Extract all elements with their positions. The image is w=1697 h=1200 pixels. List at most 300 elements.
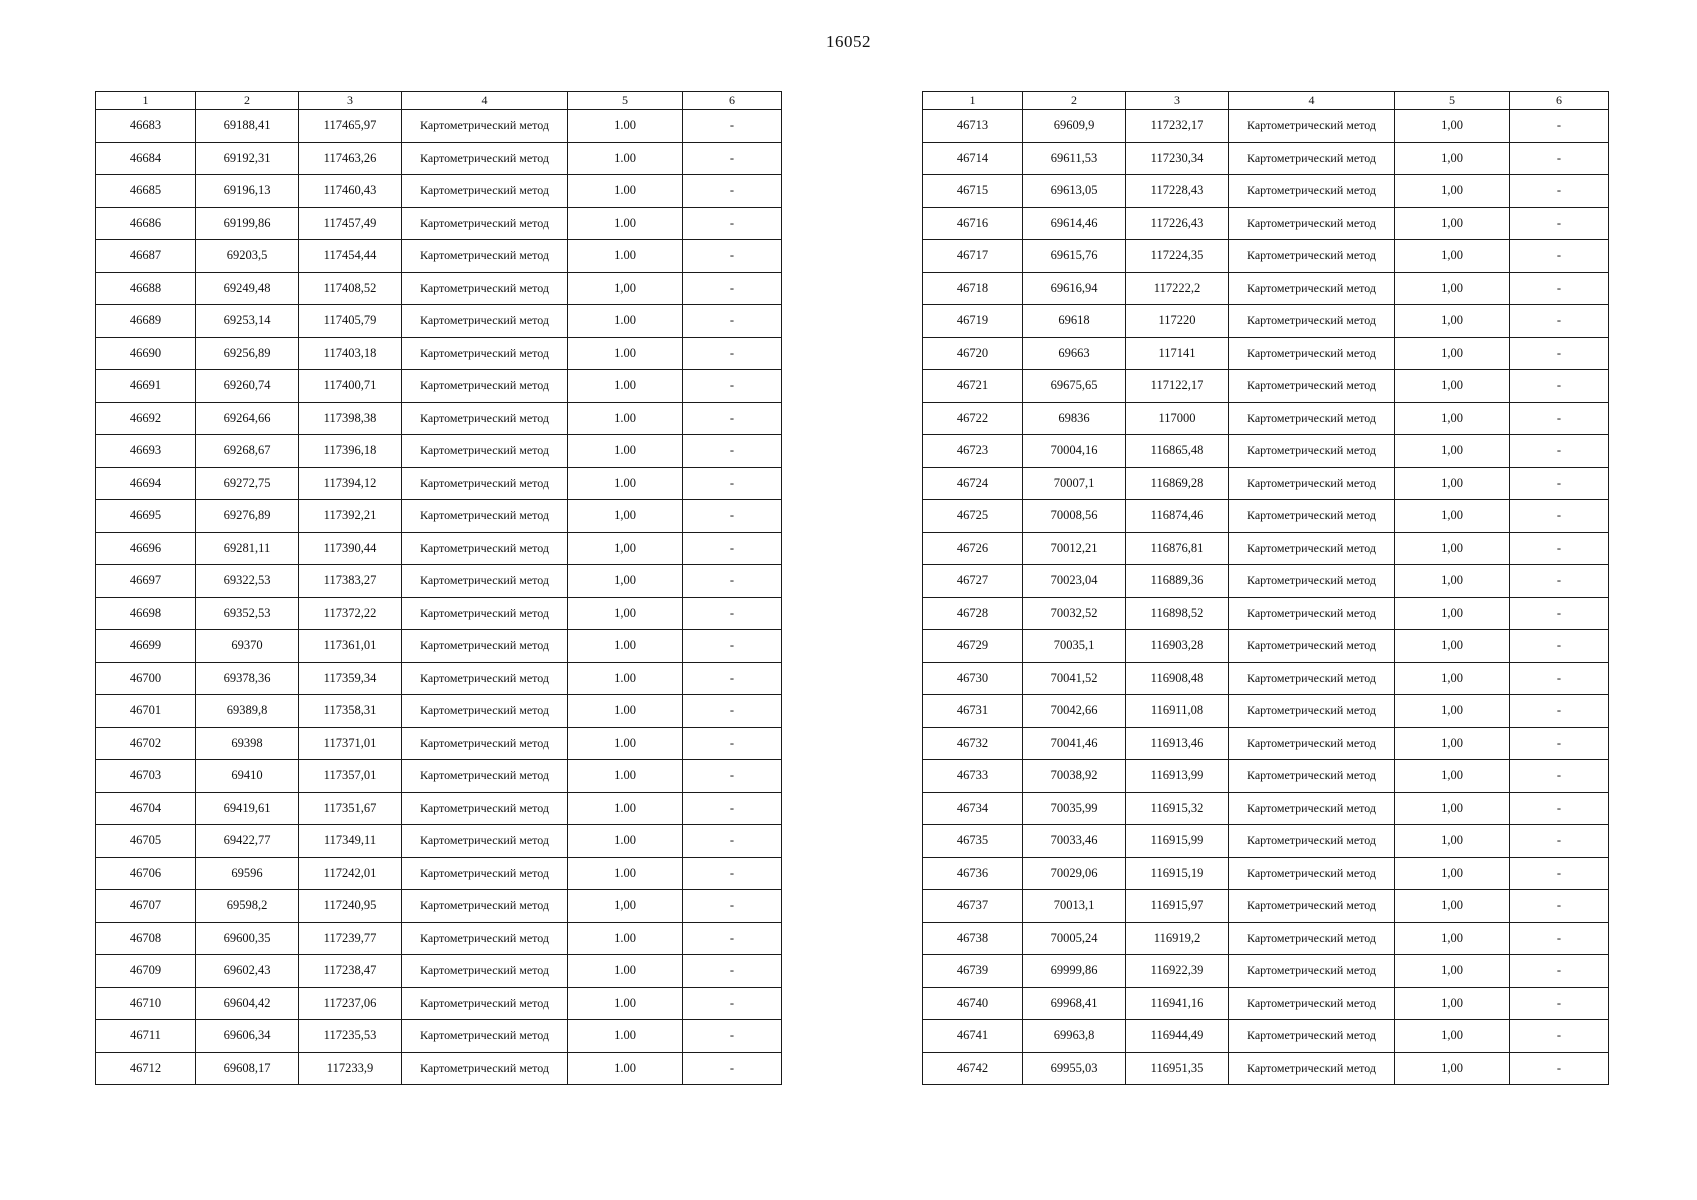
method-cell: Картометрический метод — [402, 597, 568, 630]
accuracy-cell: 1,00 — [568, 565, 683, 598]
point-number-cell: 46722 — [923, 402, 1023, 435]
table-row — [923, 175, 1609, 208]
y-coordinate-cell: 116944,49 — [1126, 1020, 1229, 1053]
method-cell: Картометрический метод — [402, 402, 568, 435]
x-coordinate-cell: 69613,05 — [1023, 175, 1126, 208]
y-coordinate-cell: 116913,99 — [1126, 760, 1229, 793]
point-number-cell: 46723 — [923, 435, 1023, 468]
point-number-cell: 46738 — [923, 922, 1023, 955]
description-cell: - — [1510, 727, 1609, 760]
coordinates-table-left — [95, 91, 782, 1085]
x-coordinate-cell: 69370 — [196, 630, 299, 663]
x-coordinate-cell: 69322,53 — [196, 565, 299, 598]
method-cell: Картометрический метод — [402, 857, 568, 890]
method-cell: Картометрический метод — [402, 337, 568, 370]
accuracy-cell: 1.00 — [568, 207, 683, 240]
x-coordinate-cell: 69955,03 — [1023, 1052, 1126, 1085]
table-row — [923, 1020, 1609, 1053]
point-number-cell: 46684 — [96, 142, 196, 175]
y-coordinate-cell: 116915,97 — [1126, 890, 1229, 923]
method-cell: Картометрический метод — [402, 890, 568, 923]
table-row — [96, 240, 782, 273]
table-row — [923, 825, 1609, 858]
x-coordinate-cell: 69616,94 — [1023, 272, 1126, 305]
description-cell: - — [683, 565, 782, 598]
description-cell: - — [683, 662, 782, 695]
method-cell: Картометрический метод — [1229, 760, 1395, 793]
point-number-cell: 46694 — [96, 467, 196, 500]
description-cell: - — [683, 500, 782, 533]
point-number-cell: 46703 — [96, 760, 196, 793]
x-coordinate-cell: 69410 — [196, 760, 299, 793]
y-coordinate-cell: 116951,35 — [1126, 1052, 1229, 1085]
x-coordinate-cell: 69604,42 — [196, 987, 299, 1020]
method-cell: Картометрический метод — [402, 110, 568, 143]
y-coordinate-cell: 117230,34 — [1126, 142, 1229, 175]
method-cell: Картометрический метод — [1229, 532, 1395, 565]
point-number-cell: 46702 — [96, 727, 196, 760]
accuracy-cell: 1,00 — [1395, 142, 1510, 175]
table-row — [923, 110, 1609, 143]
description-cell: - — [1510, 662, 1609, 695]
table-row — [96, 435, 782, 468]
table-row — [923, 922, 1609, 955]
x-coordinate-cell: 70004,16 — [1023, 435, 1126, 468]
table-row — [923, 792, 1609, 825]
accuracy-cell: 1,00 — [1395, 597, 1510, 630]
accuracy-cell: 1.00 — [568, 240, 683, 273]
method-cell: Картометрический метод — [1229, 435, 1395, 468]
description-cell: - — [683, 825, 782, 858]
x-coordinate-cell: 69611,53 — [1023, 142, 1126, 175]
point-number-cell: 46715 — [923, 175, 1023, 208]
y-coordinate-cell: 117390,44 — [299, 532, 402, 565]
method-cell: Картометрический метод — [402, 1020, 568, 1053]
accuracy-cell: 1,00 — [1395, 565, 1510, 598]
accuracy-cell: 1,00 — [1395, 240, 1510, 273]
method-cell: Картометрический метод — [402, 922, 568, 955]
point-number-cell: 46729 — [923, 630, 1023, 663]
column-header: 6 — [1510, 92, 1609, 110]
x-coordinate-cell: 69614,46 — [1023, 207, 1126, 240]
table-row — [96, 597, 782, 630]
point-number-cell: 46687 — [96, 240, 196, 273]
y-coordinate-cell: 116941,16 — [1126, 987, 1229, 1020]
description-cell: - — [1510, 435, 1609, 468]
accuracy-cell: 1,00 — [1395, 792, 1510, 825]
y-coordinate-cell: 116898,52 — [1126, 597, 1229, 630]
description-cell: - — [683, 857, 782, 890]
description-cell: - — [683, 402, 782, 435]
x-coordinate-cell: 69963,8 — [1023, 1020, 1126, 1053]
table-row — [96, 565, 782, 598]
point-number-cell: 46716 — [923, 207, 1023, 240]
x-coordinate-cell: 69600,35 — [196, 922, 299, 955]
method-cell: Картометрический метод — [402, 695, 568, 728]
description-cell: - — [683, 792, 782, 825]
description-cell: - — [1510, 240, 1609, 273]
description-cell: - — [683, 337, 782, 370]
table-row — [923, 240, 1609, 273]
description-cell: - — [1510, 565, 1609, 598]
y-coordinate-cell: 117403,18 — [299, 337, 402, 370]
point-number-cell: 46741 — [923, 1020, 1023, 1053]
accuracy-cell: 1.00 — [568, 922, 683, 955]
point-number-cell: 46734 — [923, 792, 1023, 825]
description-cell: - — [1510, 695, 1609, 728]
y-coordinate-cell: 116908,48 — [1126, 662, 1229, 695]
description-cell: - — [1510, 597, 1609, 630]
method-cell: Картометрический метод — [1229, 987, 1395, 1020]
table-row — [923, 727, 1609, 760]
table-row — [96, 142, 782, 175]
point-number-cell: 46728 — [923, 597, 1023, 630]
method-cell: Картометрический метод — [402, 532, 568, 565]
point-number-cell: 46739 — [923, 955, 1023, 988]
table-row — [96, 857, 782, 890]
accuracy-cell: 1.00 — [568, 760, 683, 793]
x-coordinate-cell: 69663 — [1023, 337, 1126, 370]
y-coordinate-cell: 116889,36 — [1126, 565, 1229, 598]
y-coordinate-cell: 117235,53 — [299, 1020, 402, 1053]
y-coordinate-cell: 116903,28 — [1126, 630, 1229, 663]
x-coordinate-cell: 69398 — [196, 727, 299, 760]
x-coordinate-cell: 69272,75 — [196, 467, 299, 500]
table-row — [923, 435, 1609, 468]
description-cell: - — [1510, 1020, 1609, 1053]
method-cell: Картометрический метод — [1229, 370, 1395, 403]
point-number-cell: 46733 — [923, 760, 1023, 793]
x-coordinate-cell: 69596 — [196, 857, 299, 890]
y-coordinate-cell: 117457,49 — [299, 207, 402, 240]
table-row — [96, 630, 782, 663]
y-coordinate-cell: 117460,43 — [299, 175, 402, 208]
description-cell: - — [683, 532, 782, 565]
accuracy-cell: 1,00 — [568, 500, 683, 533]
x-coordinate-cell: 70033,46 — [1023, 825, 1126, 858]
accuracy-cell: 1.00 — [568, 175, 683, 208]
accuracy-cell: 1,00 — [568, 272, 683, 305]
table-row — [923, 760, 1609, 793]
description-cell: - — [683, 727, 782, 760]
accuracy-cell: 1.00 — [568, 305, 683, 338]
y-coordinate-cell: 117232,17 — [1126, 110, 1229, 143]
x-coordinate-cell: 70008,56 — [1023, 500, 1126, 533]
point-number-cell: 46696 — [96, 532, 196, 565]
point-number-cell: 46704 — [96, 792, 196, 825]
x-coordinate-cell: 70032,52 — [1023, 597, 1126, 630]
accuracy-cell: 1.00 — [568, 630, 683, 663]
x-coordinate-cell: 70035,99 — [1023, 792, 1126, 825]
table-row — [923, 305, 1609, 338]
method-cell: Картометрический метод — [402, 370, 568, 403]
method-cell: Картометрический метод — [1229, 142, 1395, 175]
description-cell: - — [683, 272, 782, 305]
description-cell: - — [683, 597, 782, 630]
method-cell: Картометрический метод — [402, 565, 568, 598]
description-cell: - — [1510, 987, 1609, 1020]
y-coordinate-cell: 117361,01 — [299, 630, 402, 663]
y-coordinate-cell: 117226,43 — [1126, 207, 1229, 240]
method-cell: Картометрический метод — [1229, 695, 1395, 728]
accuracy-cell: 1,00 — [1395, 207, 1510, 240]
description-cell: - — [683, 987, 782, 1020]
x-coordinate-cell: 70041,46 — [1023, 727, 1126, 760]
table-row — [96, 695, 782, 728]
description-cell: - — [683, 467, 782, 500]
table-row — [96, 792, 782, 825]
method-cell: Картометрический метод — [402, 1052, 568, 1085]
point-number-cell: 46695 — [96, 500, 196, 533]
description-cell: - — [1510, 825, 1609, 858]
method-cell: Картометрический метод — [1229, 467, 1395, 500]
point-number-cell: 46742 — [923, 1052, 1023, 1085]
y-coordinate-cell: 117398,38 — [299, 402, 402, 435]
y-coordinate-cell: 117141 — [1126, 337, 1229, 370]
x-coordinate-cell: 69675,65 — [1023, 370, 1126, 403]
column-header: 2 — [1023, 92, 1126, 110]
y-coordinate-cell: 117372,22 — [299, 597, 402, 630]
x-coordinate-cell: 69608,17 — [196, 1052, 299, 1085]
method-cell: Картометрический метод — [402, 792, 568, 825]
point-number-cell: 46690 — [96, 337, 196, 370]
y-coordinate-cell: 116913,46 — [1126, 727, 1229, 760]
point-number-cell: 46724 — [923, 467, 1023, 500]
x-coordinate-cell: 69422,77 — [196, 825, 299, 858]
method-cell: Картометрический метод — [402, 305, 568, 338]
column-header: 1 — [923, 92, 1023, 110]
method-cell: Картометрический метод — [402, 825, 568, 858]
y-coordinate-cell: 116919,2 — [1126, 922, 1229, 955]
table-row — [96, 727, 782, 760]
accuracy-cell: 1.00 — [568, 695, 683, 728]
method-cell: Картометрический метод — [1229, 857, 1395, 890]
coordinates-table-right — [922, 91, 1609, 1085]
description-cell: - — [683, 922, 782, 955]
accuracy-cell: 1,00 — [1395, 825, 1510, 858]
accuracy-cell: 1,00 — [1395, 175, 1510, 208]
point-number-cell: 46718 — [923, 272, 1023, 305]
accuracy-cell: 1.00 — [568, 857, 683, 890]
page-number: 16052 — [826, 32, 871, 51]
x-coordinate-cell: 69598,2 — [196, 890, 299, 923]
description-cell: - — [683, 207, 782, 240]
point-number-cell: 46735 — [923, 825, 1023, 858]
point-number-cell: 46732 — [923, 727, 1023, 760]
accuracy-cell: 1.00 — [568, 955, 683, 988]
description-cell: - — [1510, 1052, 1609, 1085]
accuracy-cell: 1.00 — [568, 792, 683, 825]
x-coordinate-cell: 69968,41 — [1023, 987, 1126, 1020]
description-cell: - — [683, 142, 782, 175]
description-cell: - — [683, 630, 782, 663]
table-row — [96, 955, 782, 988]
x-coordinate-cell: 69602,43 — [196, 955, 299, 988]
method-cell: Картометрический метод — [1229, 402, 1395, 435]
x-coordinate-cell: 69606,34 — [196, 1020, 299, 1053]
y-coordinate-cell: 117224,35 — [1126, 240, 1229, 273]
column-header: 4 — [402, 92, 568, 110]
table-row — [923, 337, 1609, 370]
point-number-cell: 46721 — [923, 370, 1023, 403]
y-coordinate-cell: 117463,26 — [299, 142, 402, 175]
point-number-cell: 46737 — [923, 890, 1023, 923]
method-cell: Картометрический метод — [1229, 272, 1395, 305]
point-number-cell: 46686 — [96, 207, 196, 240]
x-coordinate-cell: 69378,36 — [196, 662, 299, 695]
description-cell: - — [1510, 175, 1609, 208]
table-row — [96, 207, 782, 240]
y-coordinate-cell: 117394,12 — [299, 467, 402, 500]
x-coordinate-cell: 69249,48 — [196, 272, 299, 305]
method-cell: Картометрический метод — [402, 955, 568, 988]
accuracy-cell: 1.00 — [568, 1020, 683, 1053]
description-cell: - — [683, 1052, 782, 1085]
method-cell: Картометрический метод — [1229, 922, 1395, 955]
method-cell: Картометрический метод — [1229, 337, 1395, 370]
description-cell: - — [1510, 532, 1609, 565]
x-coordinate-cell: 69188,41 — [196, 110, 299, 143]
accuracy-cell: 1.00 — [568, 435, 683, 468]
point-number-cell: 46693 — [96, 435, 196, 468]
accuracy-cell: 1.00 — [568, 1052, 683, 1085]
x-coordinate-cell: 69389,8 — [196, 695, 299, 728]
y-coordinate-cell: 117222,2 — [1126, 272, 1229, 305]
x-coordinate-cell: 70041,52 — [1023, 662, 1126, 695]
accuracy-cell: 1,00 — [1395, 435, 1510, 468]
x-coordinate-cell: 69199,86 — [196, 207, 299, 240]
method-cell: Картометрический метод — [1229, 1020, 1395, 1053]
table-row — [96, 175, 782, 208]
y-coordinate-cell: 117220 — [1126, 305, 1229, 338]
accuracy-cell: 1,00 — [1395, 662, 1510, 695]
point-number-cell: 46705 — [96, 825, 196, 858]
table-row — [923, 987, 1609, 1020]
y-coordinate-cell: 117351,67 — [299, 792, 402, 825]
method-cell: Картометрический метод — [1229, 500, 1395, 533]
method-cell: Картометрический метод — [402, 662, 568, 695]
x-coordinate-cell: 70013,1 — [1023, 890, 1126, 923]
table-row — [923, 142, 1609, 175]
table-row — [96, 760, 782, 793]
description-cell: - — [683, 955, 782, 988]
point-number-cell: 46726 — [923, 532, 1023, 565]
accuracy-cell: 1,00 — [1395, 922, 1510, 955]
point-number-cell: 46688 — [96, 272, 196, 305]
point-number-cell: 46727 — [923, 565, 1023, 598]
table-row — [923, 662, 1609, 695]
method-cell: Картометрический метод — [1229, 955, 1395, 988]
x-coordinate-cell: 70007,1 — [1023, 467, 1126, 500]
column-header: 3 — [299, 92, 402, 110]
point-number-cell: 46683 — [96, 110, 196, 143]
x-coordinate-cell: 69276,89 — [196, 500, 299, 533]
table-row — [96, 825, 782, 858]
method-cell: Картометрический метод — [1229, 825, 1395, 858]
accuracy-cell: 1,00 — [1395, 987, 1510, 1020]
y-coordinate-cell: 117233,9 — [299, 1052, 402, 1085]
y-coordinate-cell: 116915,19 — [1126, 857, 1229, 890]
accuracy-cell: 1,00 — [1395, 337, 1510, 370]
accuracy-cell: 1,00 — [568, 532, 683, 565]
method-cell: Картометрический метод — [1229, 110, 1395, 143]
x-coordinate-cell: 69192,31 — [196, 142, 299, 175]
x-coordinate-cell: 69268,67 — [196, 435, 299, 468]
accuracy-cell: 1,00 — [568, 890, 683, 923]
y-coordinate-cell: 117237,06 — [299, 987, 402, 1020]
y-coordinate-cell: 117240,95 — [299, 890, 402, 923]
point-number-cell: 46711 — [96, 1020, 196, 1053]
description-cell: - — [683, 890, 782, 923]
y-coordinate-cell: 116911,08 — [1126, 695, 1229, 728]
table-row — [923, 955, 1609, 988]
column-header: 3 — [1126, 92, 1229, 110]
table-row — [96, 890, 782, 923]
point-number-cell: 46708 — [96, 922, 196, 955]
accuracy-cell: 1.00 — [568, 370, 683, 403]
table-row — [96, 987, 782, 1020]
method-cell: Картометрический метод — [1229, 792, 1395, 825]
description-cell: - — [683, 760, 782, 793]
description-cell: - — [683, 695, 782, 728]
column-header: 6 — [683, 92, 782, 110]
y-coordinate-cell: 117392,21 — [299, 500, 402, 533]
point-number-cell: 46697 — [96, 565, 196, 598]
column-header: 2 — [196, 92, 299, 110]
y-coordinate-cell: 117396,18 — [299, 435, 402, 468]
accuracy-cell: 1.00 — [568, 402, 683, 435]
point-number-cell: 46698 — [96, 597, 196, 630]
y-coordinate-cell: 117122,17 — [1126, 370, 1229, 403]
table-row — [923, 272, 1609, 305]
accuracy-cell: 1.00 — [568, 727, 683, 760]
point-number-cell: 46701 — [96, 695, 196, 728]
point-number-cell: 46712 — [96, 1052, 196, 1085]
table-row — [96, 110, 782, 143]
method-cell: Картометрический метод — [402, 207, 568, 240]
description-cell: - — [1510, 890, 1609, 923]
x-coordinate-cell: 70042,66 — [1023, 695, 1126, 728]
description-cell: - — [683, 305, 782, 338]
x-coordinate-cell: 69281,11 — [196, 532, 299, 565]
table-row — [923, 467, 1609, 500]
y-coordinate-cell: 117454,44 — [299, 240, 402, 273]
x-coordinate-cell: 69615,76 — [1023, 240, 1126, 273]
y-coordinate-cell: 116922,39 — [1126, 955, 1229, 988]
x-coordinate-cell: 69264,66 — [196, 402, 299, 435]
table-row — [96, 337, 782, 370]
point-number-cell: 46719 — [923, 305, 1023, 338]
x-coordinate-cell: 69203,5 — [196, 240, 299, 273]
accuracy-cell: 1,00 — [1395, 857, 1510, 890]
table-row — [923, 597, 1609, 630]
point-number-cell: 46740 — [923, 987, 1023, 1020]
accuracy-cell: 1,00 — [1395, 500, 1510, 533]
y-coordinate-cell: 116876,81 — [1126, 532, 1229, 565]
accuracy-cell: 1,00 — [1395, 695, 1510, 728]
table-header-row — [96, 92, 782, 110]
description-cell: - — [1510, 792, 1609, 825]
method-cell: Картометрический метод — [1229, 890, 1395, 923]
accuracy-cell: 1,00 — [1395, 760, 1510, 793]
table-row — [923, 695, 1609, 728]
accuracy-cell: 1,00 — [1395, 305, 1510, 338]
y-coordinate-cell: 117000 — [1126, 402, 1229, 435]
description-cell: - — [1510, 857, 1609, 890]
method-cell: Картометрический метод — [402, 760, 568, 793]
table-row — [923, 565, 1609, 598]
y-coordinate-cell: 117371,01 — [299, 727, 402, 760]
